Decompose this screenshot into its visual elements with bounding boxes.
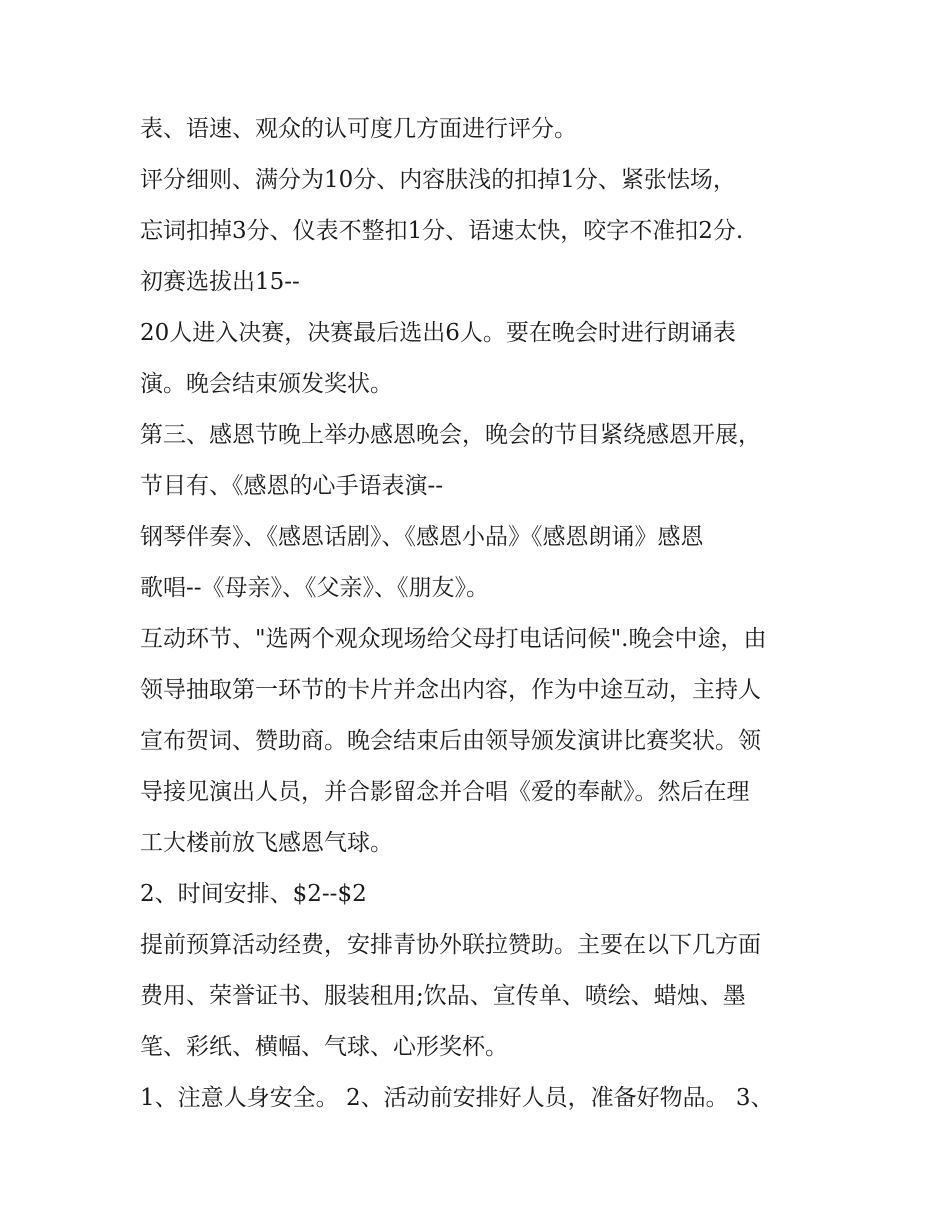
text-line: 导接见演出人员，并合影留念并合唱《爱的奉献》。然后在理: [140, 779, 750, 805]
text-line: 钢琴伴奏》、《感恩话剧》、《感恩小品》《感恩朗诵》感恩: [140, 524, 704, 550]
text-line: 第三、感恩节晚上举办感恩晚会，晚会的节目紧绕感恩开展，: [140, 422, 761, 448]
text-line: 费用、荣誉证书、服装租用;饮品、宣传单、喷绘、蜡烛、墨: [140, 983, 746, 1009]
text-line: 1、注意人身安全。 2、活动前安排好人员，准备好物品。 3、: [140, 1085, 774, 1111]
text-line: 笔、彩纸、横幅、气球、心形奖杯。: [140, 1034, 508, 1060]
text-line: 互动环节、"选两个观众现场给父母打电话问候".晚会中途，由: [140, 626, 767, 652]
text-line: 演。晚会结束颁发奖状。: [140, 371, 393, 397]
text-line: 宣布贺词、赞助商。晚会结束后由领导颁发演讲比赛奖状。领: [140, 728, 761, 754]
text-line: 评分细则、满分为10分、内容肤浅的扣掉1分、紧张怯场，: [140, 167, 736, 193]
text-line: 2、时间安排、$2--$2: [140, 881, 367, 907]
body-text: [140, 108, 820, 1128]
text-line: 工大楼前放飞感恩气球。: [140, 830, 393, 856]
text-line: 歌唱--《母亲》、《父亲》、《朋友》。: [140, 575, 490, 601]
text-line: 节目有、《感恩的心手语表演--: [140, 473, 444, 499]
text-line: 领导抽取第一环节的卡片并念出内容，作为中途互动，主持人: [140, 677, 761, 703]
text-line: 忘词扣掉3分、仪表不整扣1分、语速太快，咬字不准扣2分.: [140, 218, 744, 244]
text-line: 提前预算活动经费，安排青协外联拉赞助。主要在以下几方面: [140, 932, 761, 958]
text-line: 20人进入决赛，决赛最后选出6人。要在晚会时进行朗诵表: [140, 320, 736, 346]
text-line: 表、语速、观众的认可度几方面进行评分。: [140, 116, 577, 142]
text-line: 初赛选拔出15--: [140, 269, 300, 295]
